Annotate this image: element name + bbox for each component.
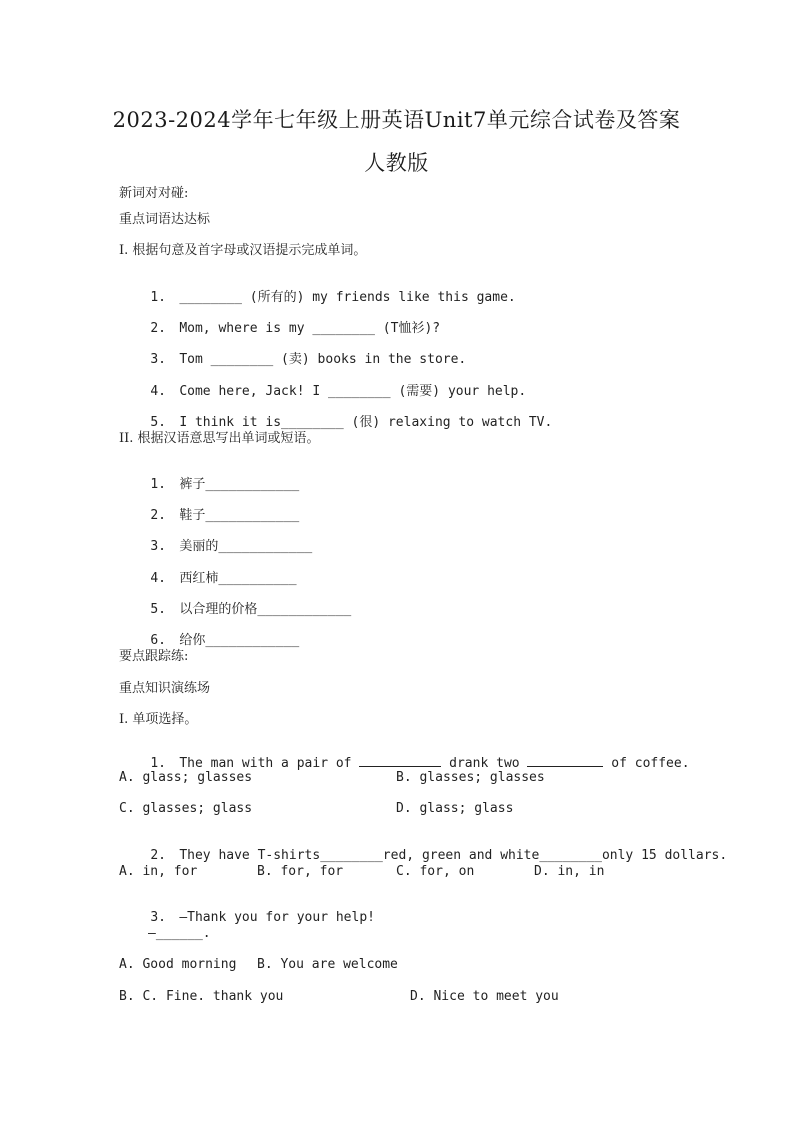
option-b: B. glasses; glasses: [396, 770, 545, 785]
item-number: 2.: [150, 321, 166, 336]
item-number: 3.: [150, 539, 166, 554]
item-number: 4.: [150, 384, 166, 399]
practice-subheading: 重点知识演练场: [119, 681, 211, 696]
option-c: C. for, on: [396, 864, 475, 879]
item-number: 4.: [150, 571, 166, 586]
item-number: 3.: [150, 352, 166, 367]
section1-heading: I. 根据句意及首字母或汉语提示完成单词。: [119, 243, 367, 258]
item-text: Tom ________ (卖) books in the store.: [179, 352, 467, 367]
practice-heading: 要点跟踪练:: [119, 649, 189, 664]
option-c: B. C. Fine. thank you: [119, 989, 284, 1004]
item-number: 5.: [150, 415, 166, 430]
item-text: 裤子____________: [179, 477, 300, 492]
question-text: —Thank you for your help!: [179, 910, 375, 925]
answer-blank: [359, 754, 441, 767]
page-subtitle: 人教版: [364, 151, 429, 175]
answer-blank: [527, 754, 603, 767]
item-text: 美丽的____________: [179, 539, 313, 554]
option-b: B. You are welcome: [257, 957, 398, 972]
question-text: They have T-shirts________red, green and white________only 15 dollars.: [179, 848, 728, 863]
item-text: 以合理的价格____________: [179, 602, 352, 617]
question-number: 3.: [150, 910, 166, 925]
item-text: 给你____________: [179, 633, 300, 648]
item-number: 1.: [150, 290, 166, 305]
item-text: Mom, where is my ________ (T恤衫)?: [179, 321, 441, 336]
item-number: 1.: [150, 477, 166, 492]
question-reply: —______.: [148, 926, 211, 941]
item-text: 鞋子____________: [179, 508, 300, 523]
new-words-label: 新词对对碰:: [119, 186, 189, 201]
item-text: Come here, Jack! I ________ (需要) your help.: [179, 384, 527, 399]
option-c: C. glasses; glass: [119, 801, 253, 816]
item-text: I think it is________ (很) relaxing to watch TV.: [179, 415, 553, 430]
item-number: 6.: [150, 633, 166, 648]
option-a: A. glass; glasses: [119, 770, 253, 785]
option-d: D. glass; glass: [396, 801, 514, 816]
item-text: ________ (所有的) my friends like this game.: [179, 290, 516, 305]
item-number: 2.: [150, 508, 166, 523]
page-title: 2023-2024学年七年级上册英语Unit7单元综合试卷及答案: [112, 108, 681, 132]
option-b: B. for, for: [257, 864, 344, 879]
item-number: 5.: [150, 602, 166, 617]
item-text: 西红柿__________: [179, 571, 297, 586]
question-text-part: The man with a pair of: [179, 756, 352, 771]
question-text-part: drank two: [449, 756, 520, 771]
option-a: A. in, for: [119, 864, 198, 879]
option-d: D. in, in: [534, 864, 605, 879]
section2-heading: II. 根据汉语意思写出单词或短语。: [119, 431, 320, 446]
question-number: 2.: [150, 848, 166, 863]
question-number: 1.: [150, 756, 166, 771]
key-words-label: 重点词语达达标: [119, 212, 211, 227]
question-text-part: of coffee.: [611, 756, 690, 771]
option-d: D. Nice to meet you: [410, 989, 559, 1004]
option-a: A. Good morning: [119, 957, 237, 972]
mc-section-heading: I. 单项选择。: [119, 712, 198, 727]
